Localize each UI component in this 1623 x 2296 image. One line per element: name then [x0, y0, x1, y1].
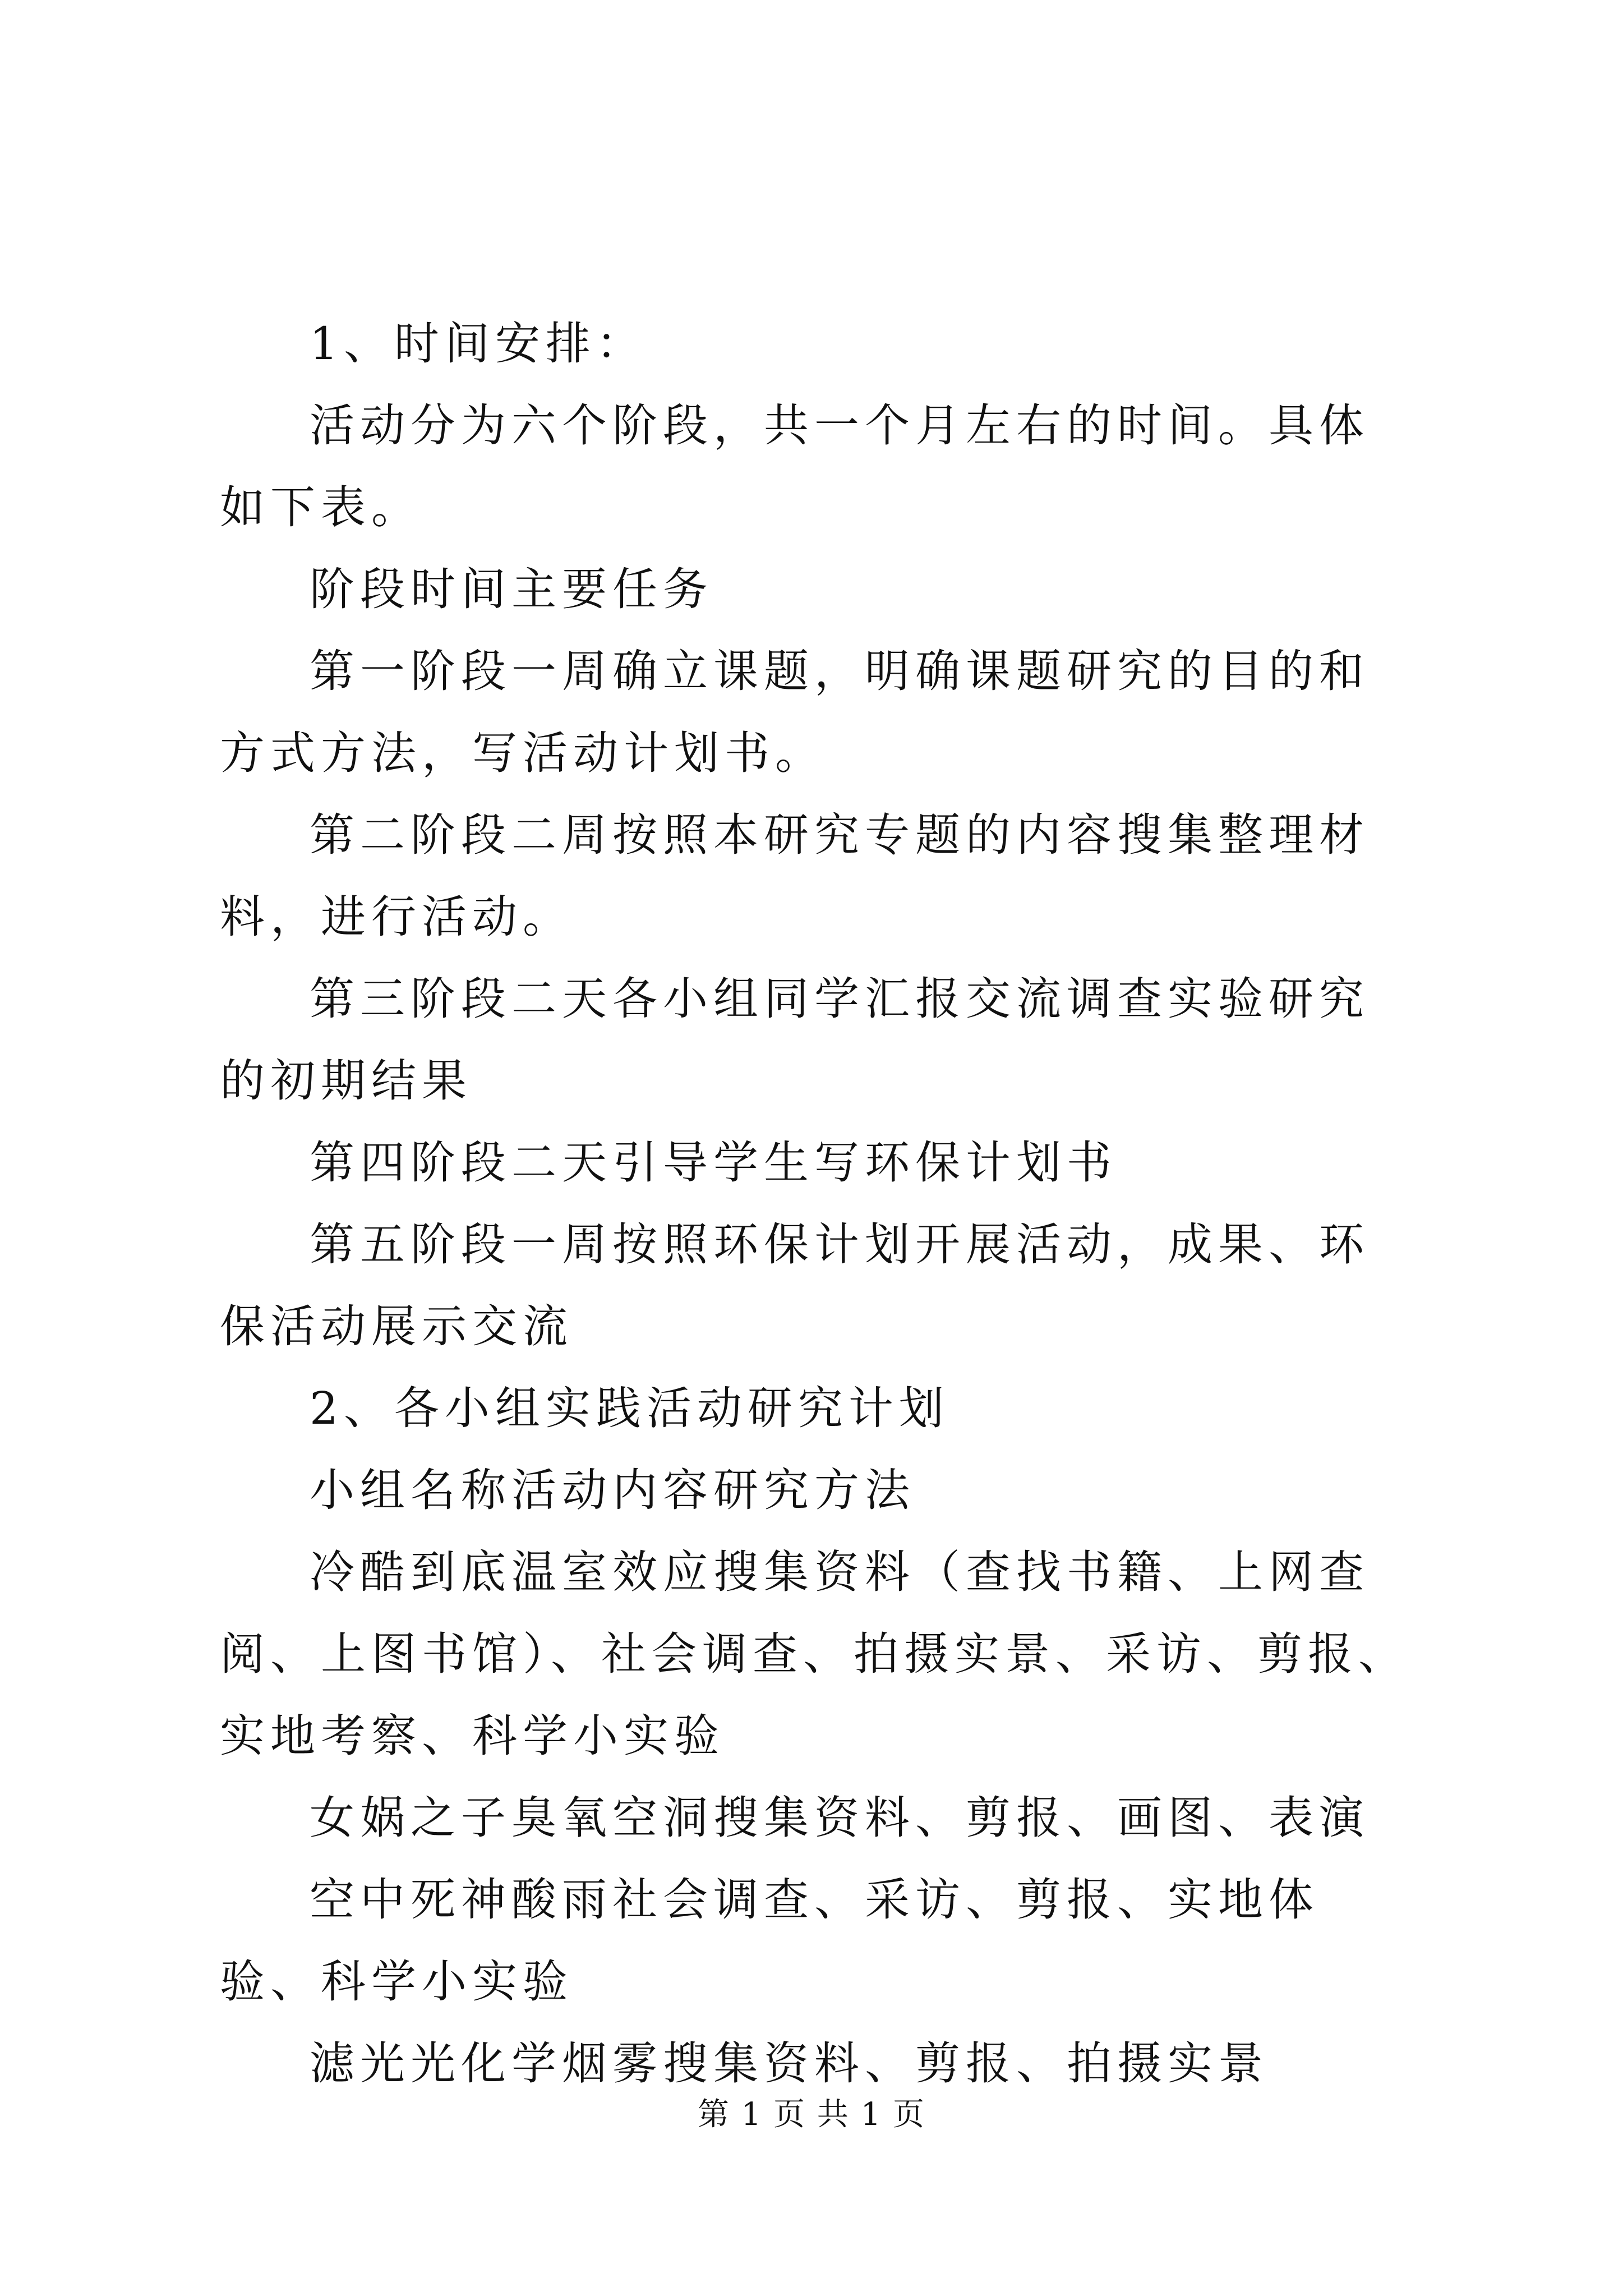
paragraph-group-table-header: 小组名称活动内容研究方法	[310, 1464, 915, 1516]
paragraph-group-ozone: 女娲之子臭氧空洞搜集资料、剪报、画图、表演	[310, 1792, 1370, 1844]
paragraph-stage-table-header: 阶段时间主要任务	[310, 563, 713, 615]
paragraph-stage-5: 第五阶段一周按照环保计划开展活动，成果、环保活动展示交流	[220, 1218, 1370, 1352]
paragraph-group-plan-heading: 2、各小组实践活动研究计划	[310, 1382, 949, 1434]
paragraph-stage-3: 第三阶段二天各小组同学汇报交流调查实验研究的初期结果	[220, 973, 1370, 1107]
paragraph-group-acid-rain: 空中死神酸雨社会调查、采访、剪报、实地体验、科学小实验	[220, 1874, 1319, 2008]
paragraph-stage-4: 第四阶段二天引导学生写环保计划书	[310, 1137, 1117, 1189]
paragraph-stage-1: 第一阶段一周确立课题，明确课题研究的目的和方式方法，写活动计划书。	[220, 645, 1370, 779]
document-body	[220, 303, 1412, 2105]
paragraph-group-smog: 滤光光化学烟雾搜集资料、剪报、拍摄实景	[310, 2037, 1269, 2090]
paragraph-activity-overview: 活动分为六个阶段，共一个月左右的时间。具体如下表。	[220, 399, 1370, 533]
paragraph-group-greenhouse: 冷酷到底温室效应搜集资料（查找书籍、上网查阅、上图书馆）、社会调查、拍摄实景、采访、剪报、实地考察、科学小实验	[220, 1546, 1409, 1762]
paragraph-time-schedule-heading: 1、时间安排：	[310, 318, 647, 370]
paragraph-stage-2: 第二阶段二周按照本研究专题的内容搜集整理材料，进行活动。	[220, 809, 1370, 943]
page-footer: 第 1 页 共 1 页	[697, 2096, 926, 2133]
